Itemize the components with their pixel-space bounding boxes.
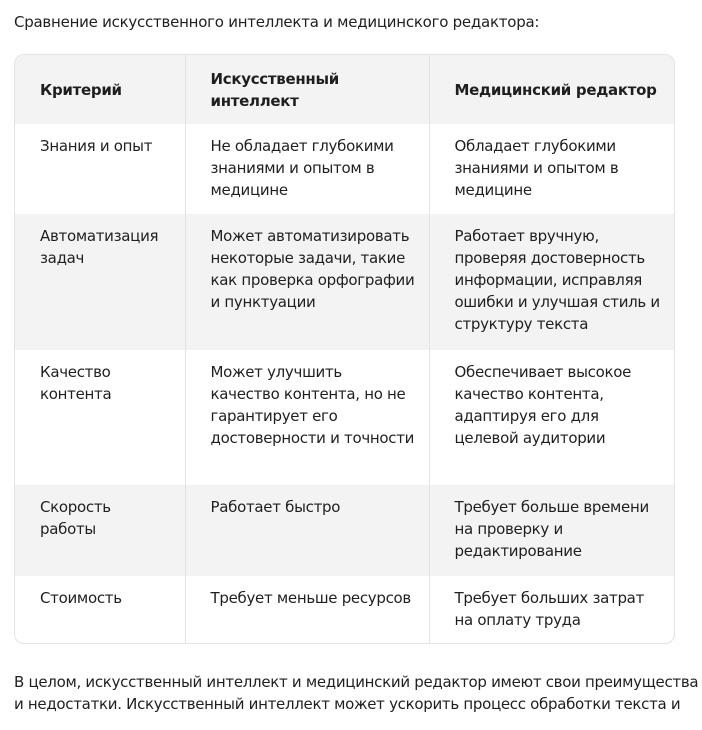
table-row xyxy=(15,124,674,214)
cell-editor: Требует больших затрат на оплату труда xyxy=(429,576,674,644)
cell-criterion: Автоматизация задач xyxy=(40,227,159,267)
table-row xyxy=(15,485,674,576)
header-editor: Медицинский редактор xyxy=(429,55,674,124)
cell-editor: Обладает глубокими знаниями и опытом в медицине xyxy=(429,124,674,214)
cell-criterion: Знания и опыт xyxy=(40,137,153,155)
cell-ai: Требует меньше ресурсов xyxy=(185,576,429,644)
cell-criterion: Скорость работы xyxy=(40,498,111,538)
cell-editor: Обеспечивает высокое качество контента, адаптируя его для целевой аудитории xyxy=(429,350,674,485)
cell-editor: Требует больше времени на проверку и редактирование xyxy=(429,485,674,576)
cell-criterion: Стоимость xyxy=(40,589,122,607)
intro-text: Сравнение искусственного интеллекта и медицинского редактора: xyxy=(14,13,540,31)
cell-ai: Работает быстро xyxy=(185,485,429,576)
conclusion-line: В целом, искусственный интеллект и медицинский редактор имеют свои преимущества xyxy=(14,673,699,691)
header-criterion: Критерий xyxy=(40,80,122,99)
comparison-table xyxy=(14,54,675,644)
conclusion-line: и недостатки. Искусственный интеллект может ускорить процесс обработки текста и xyxy=(14,695,681,713)
cell-editor: Работает вручную, проверяя достоверность информации, исправляя ошибки и улучшая стиль и структуру текста xyxy=(429,214,674,350)
table-header-row xyxy=(15,55,674,124)
cell-ai: Может автоматизировать некоторые задачи, такие как проверка орфографии и пунктуации xyxy=(185,214,429,350)
cell-criterion: Качество контента xyxy=(40,363,112,403)
conclusion-text xyxy=(14,671,699,715)
header-ai: Искусственный интеллект xyxy=(185,55,429,124)
table-row xyxy=(15,576,674,644)
table-row xyxy=(15,214,674,350)
table-row xyxy=(15,350,674,485)
cell-ai: Не обладает глубокими знаниями и опытом в медицине xyxy=(185,124,429,214)
cell-ai: Может улучшить качество контента, но не гарантирует его достоверности и точности xyxy=(185,350,429,485)
